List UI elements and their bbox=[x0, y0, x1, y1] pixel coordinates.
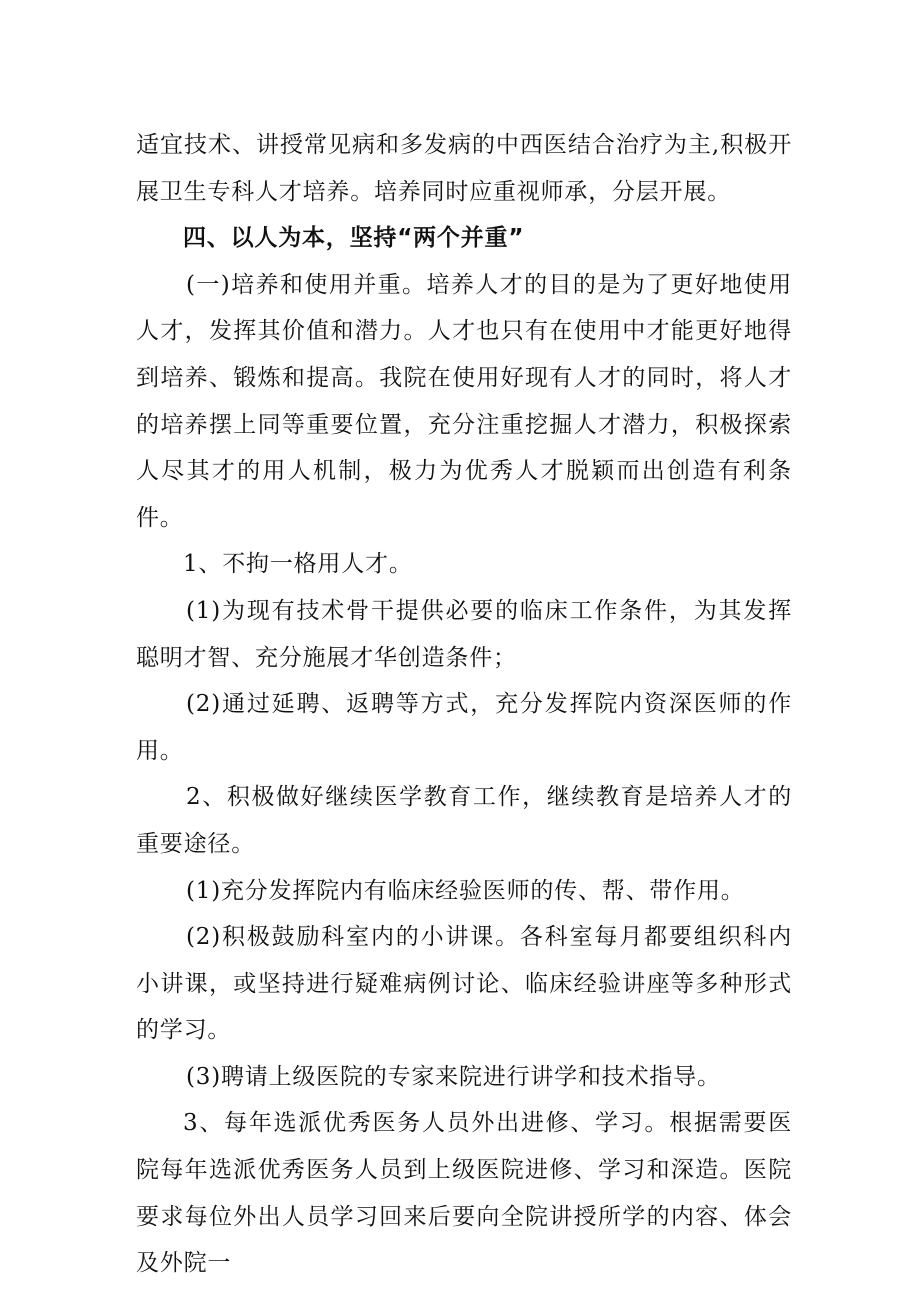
list-item: (2)通过延聘、返聘等方式，充分发挥院内资深医师的作用。 bbox=[136, 691, 792, 764]
section-heading: 四、以人为本，坚持“两个并重” bbox=[183, 225, 525, 252]
list-item: 3、每年选派优秀医务人员外出进修、学习。根据需要医院每年选派优秀医务人员到上级医院进修、学习和深造。医院要求每位外出人员学习回来后要向全院讲授所学的内容、体会及外院一 bbox=[136, 1110, 792, 1277]
list-item: 1、不拘一格用人才。 bbox=[183, 551, 413, 578]
paragraph-continuation: 适宜技术、讲授常见病和多发病的中西医结合治疗为主,积极开展卫生专科人才培养。培养同时应重视师承，分层开展。 bbox=[136, 132, 792, 205]
list-item: (1)充分发挥院内有临床经验医师的传、帮、带作用。 bbox=[186, 877, 745, 904]
document-body bbox=[136, 122, 792, 1287]
list-item: (1)为现有技术骨干提供必要的临床工作条件，为其发挥聪明才智、充分施展才华创造条件； bbox=[136, 597, 792, 671]
list-item: 2、积极做好继续医学教育工作，继续教育是培养人才的重要途径。 bbox=[136, 784, 792, 857]
paragraph: (一)培养和使用并重。培养人才的目的是为了更好地使用人才，发挥其价值和潜力。人才也只有在使用中才能更好地得到培养、锻炼和提高。我院在使用好现有人才的同时，将人才的培养摆上同等重要位置，充分注重挖掘人才潜力，积极探索人尽其才的用人机制，极力为优秀人才脱颖而出创造有利条件。 bbox=[136, 271, 792, 531]
list-item: (2)积极鼓励科室内的小讲课。各科室每月都要组织科内小讲课，或坚持进行疑难病例讨论、临床经验讲座等多种形式的学习。 bbox=[136, 924, 792, 1044]
list-item: (3)聘请上级医院的专家来院进行讲学和技术指导。 bbox=[186, 1063, 721, 1090]
